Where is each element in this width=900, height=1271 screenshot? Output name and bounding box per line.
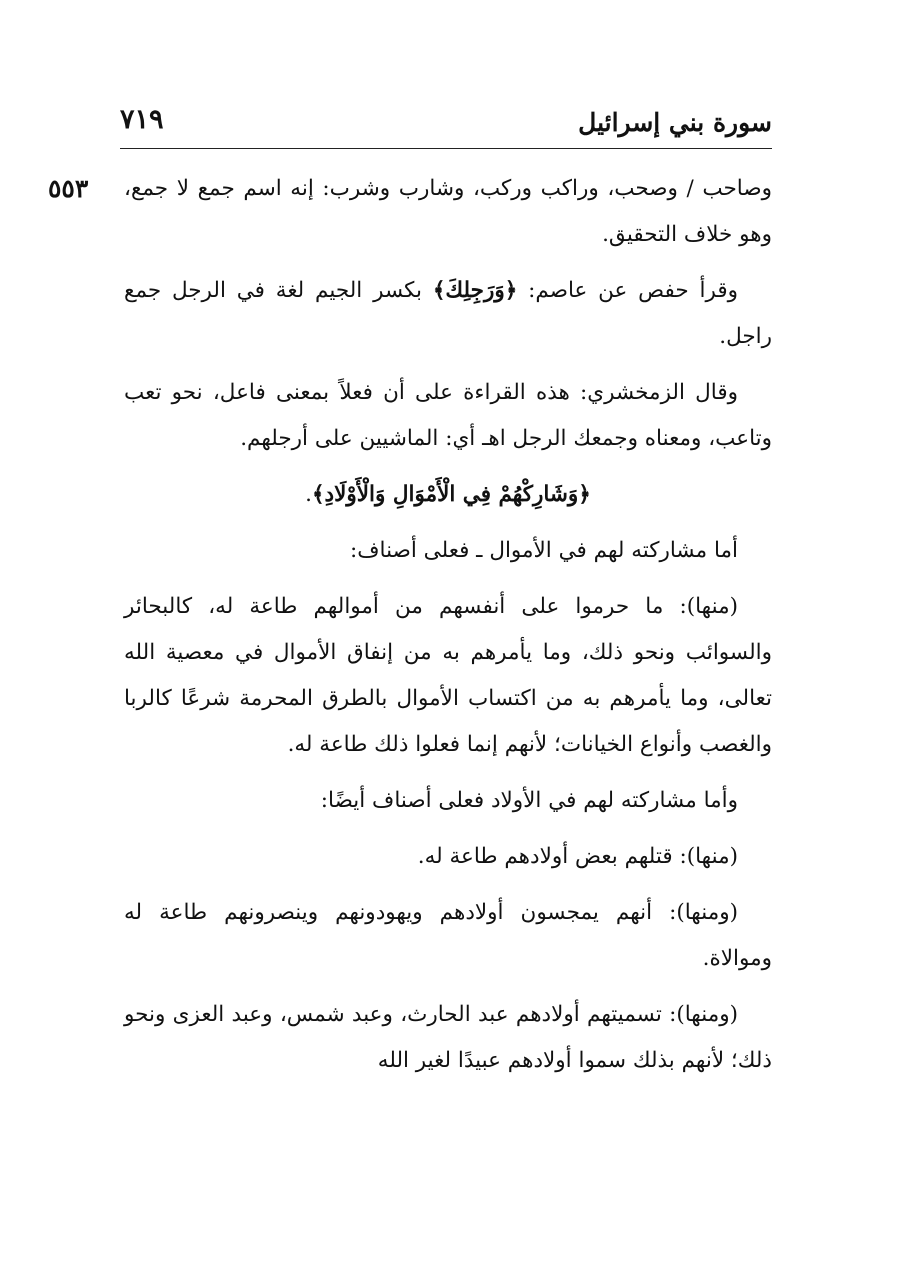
paragraph-singular-plural: وصاحب / وصحب، وراكب وركب، وشارب وشرب: إنه اسم جمع لا جمع، وهو خلاف التحقيق. [124,176,772,247]
verse-close-bracket: ﴾ [311,482,325,507]
paragraph-children-heading: وأما مشاركته لهم في الأولاد فعلى أصناف أيضًا: [320,788,738,813]
page-header [120,104,772,149]
paragraph-text: . [305,482,312,507]
margin-reference-number: ٥٥٣ [48,174,89,203]
paragraph-children-naming: (ومنها): تسميتهم أولادهم عبد الحارث، وعبد شمس، وعبد العزى ونحو ذلك؛ لأنهم بذلك سموا أولادهم عبيدًا لغير الله [124,1002,772,1073]
verse-close-bracket: ﴾ [432,278,446,303]
verse-open-bracket: ﴿ [504,278,518,303]
paragraph-wealth-details: (منها): ما حرموا على أنفسهم من أموالهم طاعة له، كالبحائر والسوائب ونحو ذلك، وما يأمرهم به من إنفاق الأموال في معصية الله تعالى، وما يأمرهم به من اكتساب الأموال بالطرق المحرمة شرعًا كالربا والغصب وأنواع الخيانات؛ لأنهم إنما فعلوا ذلك طاعة له. [124,594,772,757]
verse-line [124,472,772,518]
quran-verse: وَرَجِلِكَ [445,278,505,303]
page-body [124,166,772,1094]
page-number: ٧١٩ [120,104,164,135]
surah-title: سورة بني إسرائيل [578,108,772,137]
paragraph-wealth-heading: أما مشاركته لهم في الأموال ـ فعلى أصناف: [350,538,738,563]
paragraph-text: وقرأ حفص عن عاصم: [517,278,739,303]
verse-open-bracket: ﴿ [578,482,591,507]
paragraph-text: بكسر الجيم لغة في الرجل جمع راجل. [124,278,772,349]
paragraph-zamakhshari: وقال الزمخشري: هذه القراءة على أن فعلاً بمعنى فاعل، نحو تعب وتاعب، ومعناه وجمعك الرجل اهـ أي: الماشيين على أرجلهم. [124,380,772,451]
paragraph-children-killing: (منها): قتلهم بعض أولادهم طاعة له. [417,844,738,869]
paragraph-hafs-reading [124,268,772,360]
quran-verse: وَشَارِكْهُمْ فِي الْأَمْوَالِ وَالْأَوْلَادِ [324,482,579,507]
paragraph-children-religion: (ومنها): أنهم يمجسون أولادهم ويهودونهم وينصرونهم طاعة له وموالاة. [124,900,772,971]
